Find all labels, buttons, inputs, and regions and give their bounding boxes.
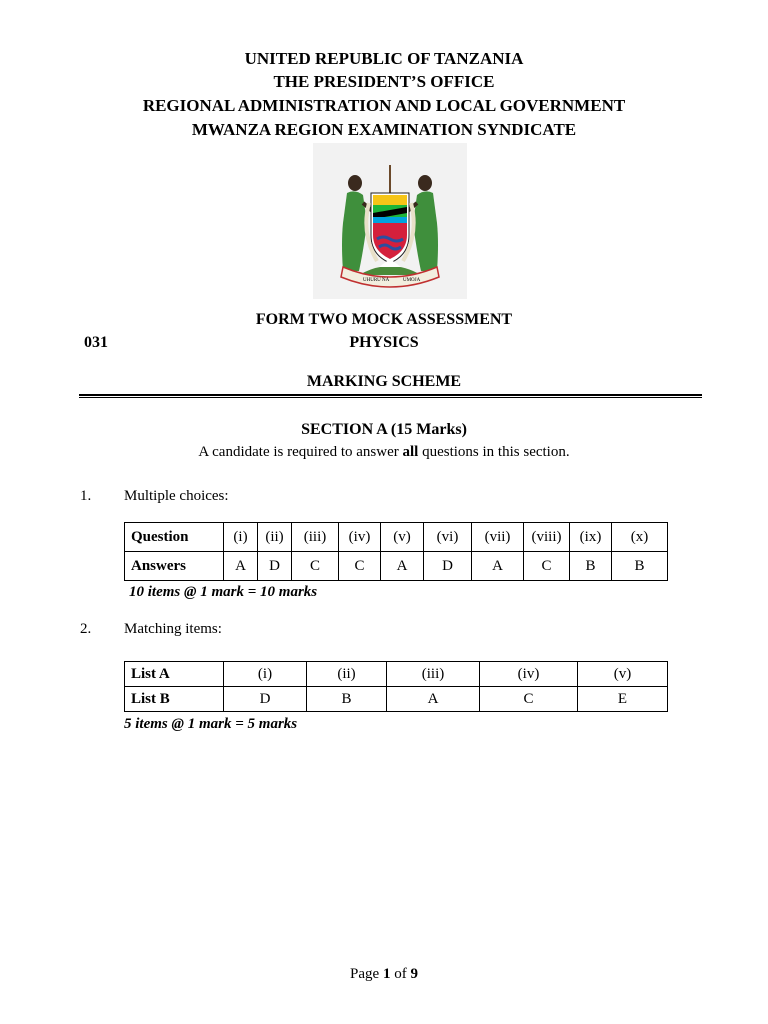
table-cell: A — [472, 552, 524, 581]
question-number: 1. — [80, 488, 92, 504]
header-line-ministry: REGIONAL ADMINISTRATION AND LOCAL GOVERNMENT — [142, 96, 626, 115]
table-cell: (iii) — [387, 662, 480, 687]
table-cell: (iv) — [339, 523, 381, 552]
section-instruction: A candidate is required to answer all questions in this section. — [198, 444, 570, 460]
table-cell: B — [612, 552, 668, 581]
coat-of-arms-icon — [313, 143, 467, 299]
table-cell: D — [224, 687, 307, 712]
table-cell: A — [387, 687, 480, 712]
table-cell: E — [578, 687, 668, 712]
question-label: Multiple choices: — [124, 488, 229, 504]
marks-note: 10 items @ 1 mark = 10 marks — [129, 584, 318, 600]
marks-note: 5 items @ 1 mark = 5 marks — [124, 716, 298, 732]
subject-code: 031 — [84, 334, 108, 351]
matching-items-answer-table — [124, 661, 668, 712]
divider-rule-thin — [79, 397, 702, 398]
table-cell: (i) — [224, 662, 307, 687]
table-cell: C — [524, 552, 570, 581]
page-footer: Page 1 of 9 — [350, 966, 418, 982]
table-cell: (v) — [578, 662, 668, 687]
table-row — [125, 523, 668, 552]
row-label: List B — [125, 687, 224, 712]
multiple-choice-answer-table — [124, 522, 668, 581]
row-label: List A — [125, 662, 224, 687]
header-line-syndicate: MWANZA REGION EXAMINATION SYNDICATE — [191, 120, 577, 139]
table-cell: D — [258, 552, 292, 581]
table-row — [125, 687, 668, 712]
table-cell: (iii) — [292, 523, 339, 552]
svg-text:UHURU NA: UHURU NA — [363, 278, 390, 283]
section-heading: SECTION A (15 Marks) — [301, 421, 467, 438]
question-number: 2. — [80, 621, 92, 637]
document-type: MARKING SCHEME — [306, 373, 462, 390]
table-cell: (ii) — [258, 523, 292, 552]
svg-text:UMOJA: UMOJA — [403, 278, 421, 283]
table-cell: B — [307, 687, 387, 712]
header-line-office: THE PRESIDENT’S OFFICE — [273, 72, 495, 91]
table-cell: A — [224, 552, 258, 581]
table-cell: C — [480, 687, 578, 712]
divider-rule — [79, 394, 702, 396]
table-cell: (ii) — [307, 662, 387, 687]
table-cell: A — [381, 552, 424, 581]
row-label: Answers — [125, 552, 224, 581]
exam-title: FORM TWO MOCK ASSESSMENT — [255, 311, 513, 328]
table-cell: (vi) — [424, 523, 472, 552]
table-cell: (vii) — [472, 523, 524, 552]
table-row — [125, 662, 668, 687]
subject-name: PHYSICS — [349, 334, 419, 351]
table-cell: (iv) — [480, 662, 578, 687]
header-line-country: UNITED REPUBLIC OF TANZANIA — [244, 49, 524, 68]
table-cell: (ix) — [570, 523, 612, 552]
table-cell: (i) — [224, 523, 258, 552]
table-cell: (viii) — [524, 523, 570, 552]
table-cell: C — [339, 552, 381, 581]
table-cell: C — [292, 552, 339, 581]
table-cell: (v) — [381, 523, 424, 552]
question-label: Matching items: — [124, 621, 222, 637]
table-cell: B — [570, 552, 612, 581]
table-row — [125, 552, 668, 581]
table-cell: (x) — [612, 523, 668, 552]
row-label: Question — [125, 523, 224, 552]
table-cell: D — [424, 552, 472, 581]
